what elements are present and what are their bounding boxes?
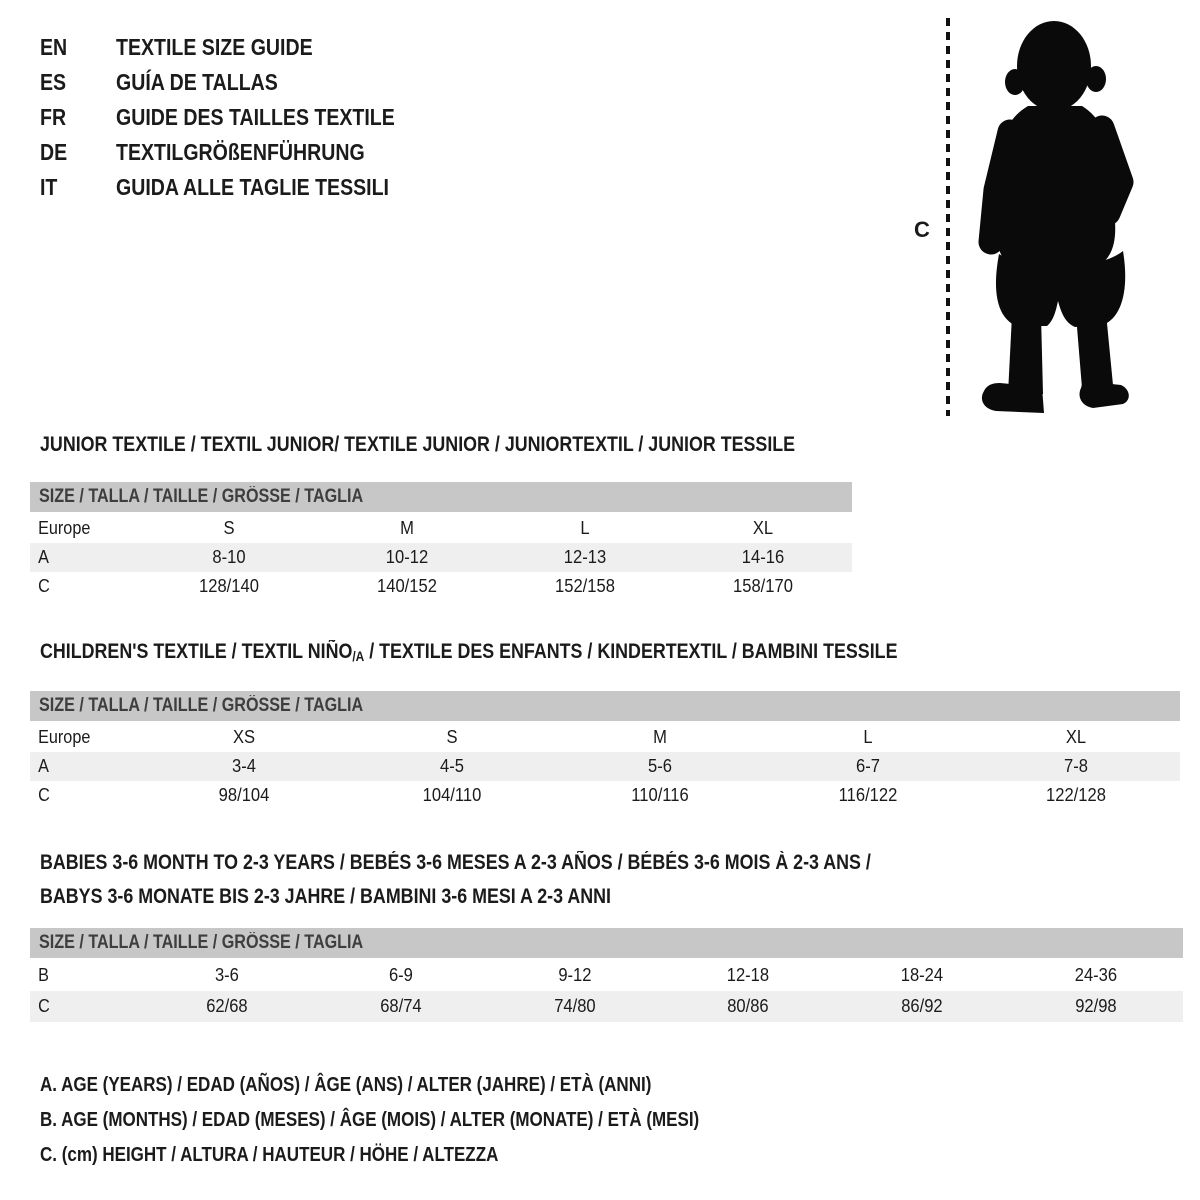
row-label: B: [38, 965, 49, 985]
babies-title-line1: BABIES 3-6 MONTH TO 2-3 YEARS / BEBÉS 3-6 MESES A 2-3 AÑOS / BÉBÉS 3-6 MOIS À 2-3 ANS /: [40, 851, 871, 874]
value-cell: 6-7: [856, 756, 880, 776]
size-cell: XL: [752, 518, 774, 538]
table-row-age: [30, 543, 852, 572]
height-measure-dashed-line: [946, 18, 950, 416]
language-row-es: [40, 65, 444, 100]
size-header-label: SIZE / TALLA / TAILLE / GRÖSSE / TAGLIA: [39, 486, 364, 507]
junior-size-table-header: [30, 482, 852, 512]
table-row-height: [30, 572, 852, 601]
size-cell: S: [446, 727, 458, 747]
children-title-main: CHILDREN'S TEXTILE / TEXTIL NIÑO: [40, 640, 353, 663]
babies-size-table-header: [30, 928, 1183, 958]
row-label: C: [38, 576, 50, 596]
language-title: GUIDE DES TAILLES TEXTILE: [116, 104, 395, 130]
value-cell: 152/158: [555, 576, 615, 596]
children-size-table-header: [30, 691, 1180, 721]
language-legend: [40, 30, 444, 205]
value-cell: 110/116: [631, 785, 689, 805]
row-label: A: [38, 756, 49, 776]
size-cell: XL: [1065, 727, 1087, 747]
table-row-height: [30, 781, 1180, 810]
row-label: A: [38, 547, 49, 567]
row-label: Europe: [38, 518, 91, 538]
value-cell: 14-16: [741, 547, 785, 567]
row-label: Europe: [38, 727, 91, 747]
value-cell: 24-36: [1074, 965, 1118, 985]
language-row-fr: [40, 100, 444, 135]
legend-notes: [40, 1068, 816, 1173]
toddler-silhouette-icon: [966, 20, 1136, 415]
value-cell: 18-24: [901, 965, 944, 985]
babies-title-line2: BABYS 3-6 MONATE BIS 2-3 JAHRE / BAMBINI 3-6 MESI A 2-3 ANNI: [40, 885, 611, 908]
value-cell: 86/92: [901, 996, 943, 1016]
language-code: ES: [40, 69, 67, 95]
size-cell: M: [400, 518, 414, 538]
language-title: GUIDA ALLE TAGLIE TESSILI: [116, 174, 389, 200]
value-cell: 104/110: [422, 785, 482, 805]
value-cell: 158/170: [733, 576, 793, 596]
language-title: TEXTILGRÖßENFÜHRUNG: [116, 139, 365, 165]
babies-section-title: [40, 846, 1018, 914]
language-code: FR: [40, 104, 67, 130]
children-size-table: [30, 691, 1180, 810]
value-cell: 92/98: [1075, 996, 1117, 1016]
children-title-sub: /A: [352, 648, 365, 664]
value-cell: 128/140: [199, 576, 259, 596]
language-row-en: [40, 30, 444, 65]
value-cell: 80/86: [727, 996, 770, 1016]
height-measure-label: C: [914, 217, 930, 242]
value-cell: 74/80: [553, 996, 596, 1016]
value-cell: 122/128: [1046, 785, 1106, 805]
size-cell: S: [223, 518, 235, 538]
table-row-europe: [30, 723, 1180, 752]
value-cell: 9-12: [557, 965, 592, 985]
size-cell: M: [653, 727, 667, 747]
value-cell: 10-12: [385, 547, 429, 567]
value-cell: 8-10: [212, 547, 246, 567]
value-cell: 4-5: [440, 756, 464, 776]
value-cell: 12-18: [727, 965, 770, 985]
size-cell: L: [863, 727, 873, 747]
language-row-de: [40, 135, 444, 170]
junior-section-title-text: JUNIOR TEXTILE / TEXTIL JUNIOR/ TEXTILE JUNIOR / JUNIORTEXTIL / JUNIOR TESSILE: [40, 433, 796, 456]
size-cell: L: [580, 518, 590, 538]
size-header-label: SIZE / TALLA / TAILLE / GRÖSSE / TAGLIA: [39, 695, 364, 716]
size-header-label: SIZE / TALLA / TAILLE / GRÖSSE / TAGLIA: [39, 932, 364, 953]
language-code: EN: [40, 34, 68, 60]
size-cell: XS: [232, 727, 256, 747]
table-row-height: [30, 991, 1183, 1022]
value-cell: 3-6: [214, 965, 239, 985]
value-cell: 12-13: [563, 547, 607, 567]
value-cell: 62/68: [206, 996, 248, 1016]
row-label: C: [38, 996, 50, 1016]
language-row-it: [40, 170, 444, 205]
note-height-cm: C. (cm) HEIGHT / ALTURA / HAUTEUR / HÖHE / ALTEZZA: [40, 1144, 499, 1166]
table-row-months: [30, 960, 1183, 991]
junior-section-title: [40, 433, 928, 457]
language-title: GUÍA DE TALLAS: [116, 69, 278, 95]
value-cell: 3-4: [232, 756, 256, 776]
value-cell: 6-9: [388, 965, 413, 985]
table-row-europe: [30, 514, 852, 543]
language-code: DE: [40, 139, 68, 165]
table-row-age: [30, 752, 1180, 781]
junior-size-table: [30, 482, 852, 601]
language-code: IT: [40, 174, 58, 200]
note-age-years: A. AGE (YEARS) / EDAD (AÑOS) / ÂGE (ANS) / ALTER (JAHRE) / ETÀ (ANNI): [40, 1074, 652, 1096]
value-cell: 98/104: [218, 785, 270, 805]
value-cell: 116/122: [838, 785, 898, 805]
value-cell: 68/74: [380, 996, 422, 1016]
children-section-title-text: [40, 640, 897, 664]
value-cell: 5-6: [648, 756, 672, 776]
value-cell: 7-8: [1064, 756, 1088, 776]
language-title: TEXTILE SIZE GUIDE: [116, 34, 313, 60]
babies-size-table: [30, 928, 1183, 1022]
note-age-months: B. AGE (MONTHS) / EDAD (MESES) / ÂGE (MOIS) / ALTER (MONATE) / ETÀ (MESI): [40, 1109, 700, 1131]
value-cell: 140/152: [377, 576, 437, 596]
children-section-title: [40, 640, 1049, 664]
row-label: C: [38, 785, 50, 805]
children-title-rest: / TEXTILE DES ENFANTS / KINDERTEXTIL / BAMBINI TESSILE: [364, 640, 898, 663]
